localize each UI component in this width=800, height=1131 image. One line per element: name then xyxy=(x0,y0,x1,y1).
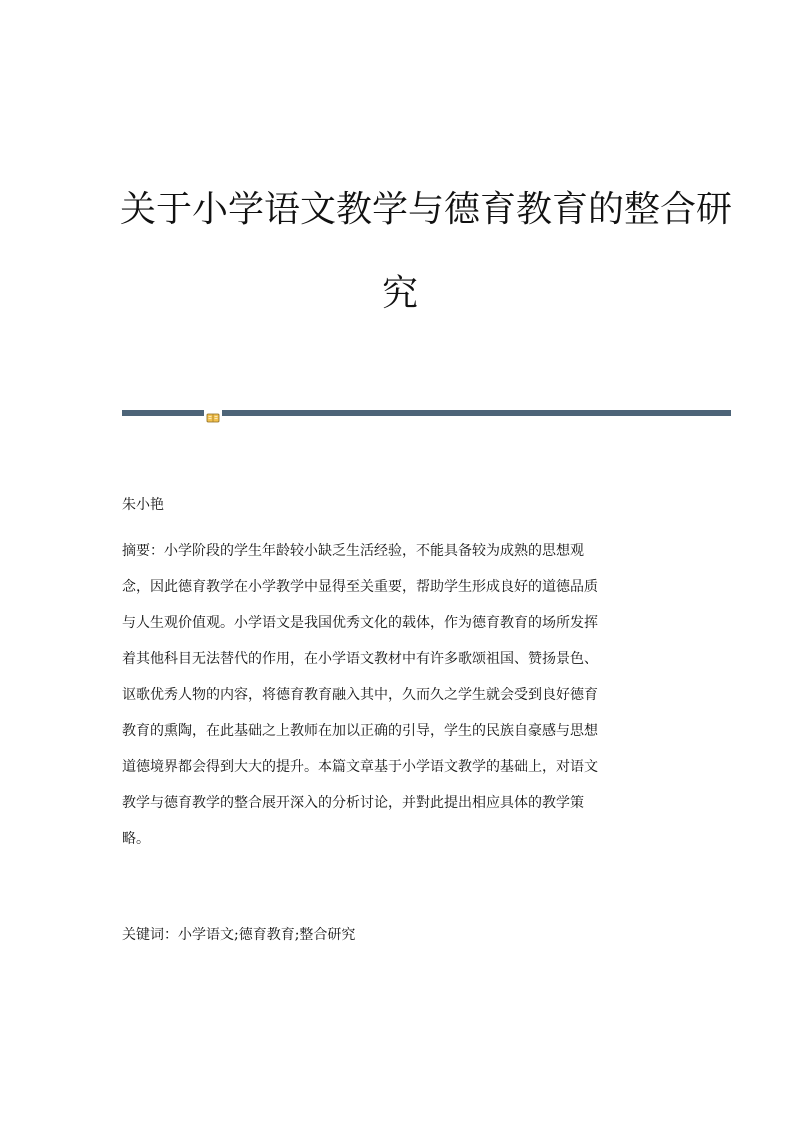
abstract-line: 道德境界都会得到大大的提升。本篇文章基于小学语文教学的基础上，对语文 xyxy=(122,759,598,775)
abstract-line: 与人生观价值观。小学语文是我国优秀文化的载体，作为德育教育的场所发挥 xyxy=(122,615,598,631)
book-icon xyxy=(206,408,220,418)
abstract-line: 教学与德育教学的整合展开深入的分析讨论，并對此提出相应具体的教学策 xyxy=(122,795,584,811)
title-divider xyxy=(122,408,732,418)
abstract-line: 教育的熏陶，在此基础之上教师在加以正确的引导，学生的民族自豪感与思想 xyxy=(122,723,598,739)
keywords-line: 关键词：小学语文;德育教育;整合研究 xyxy=(122,927,356,943)
author-name: 朱小艳 xyxy=(122,497,164,513)
document-title-line-2: 究 xyxy=(381,273,418,314)
abstract-line: 略。 xyxy=(122,831,150,847)
divider-bar-left xyxy=(122,410,204,416)
divider-bar-right xyxy=(222,410,731,416)
abstract-paragraph xyxy=(122,541,678,865)
abstract-line: 讴歌优秀人物的内容，将德育教育融入其中，久而久之学生就会受到良好德育 xyxy=(122,687,598,703)
abstract-line: 念，因此德育教学在小学教学中显得至关重要，帮助学生形成良好的道德品质 xyxy=(122,579,598,595)
abstract-line: 着其他科目无法替代的作用，在小学语文教材中有许多歌颂祖国、赞扬景色、 xyxy=(122,651,598,667)
abstract-line: 摘要：小学阶段的学生年龄较小缺乏生活经验，不能具备较为成熟的思想观 xyxy=(122,543,584,559)
document-title-line-1: 关于小学语文教学与德育教育的整合研 xyxy=(120,189,733,230)
